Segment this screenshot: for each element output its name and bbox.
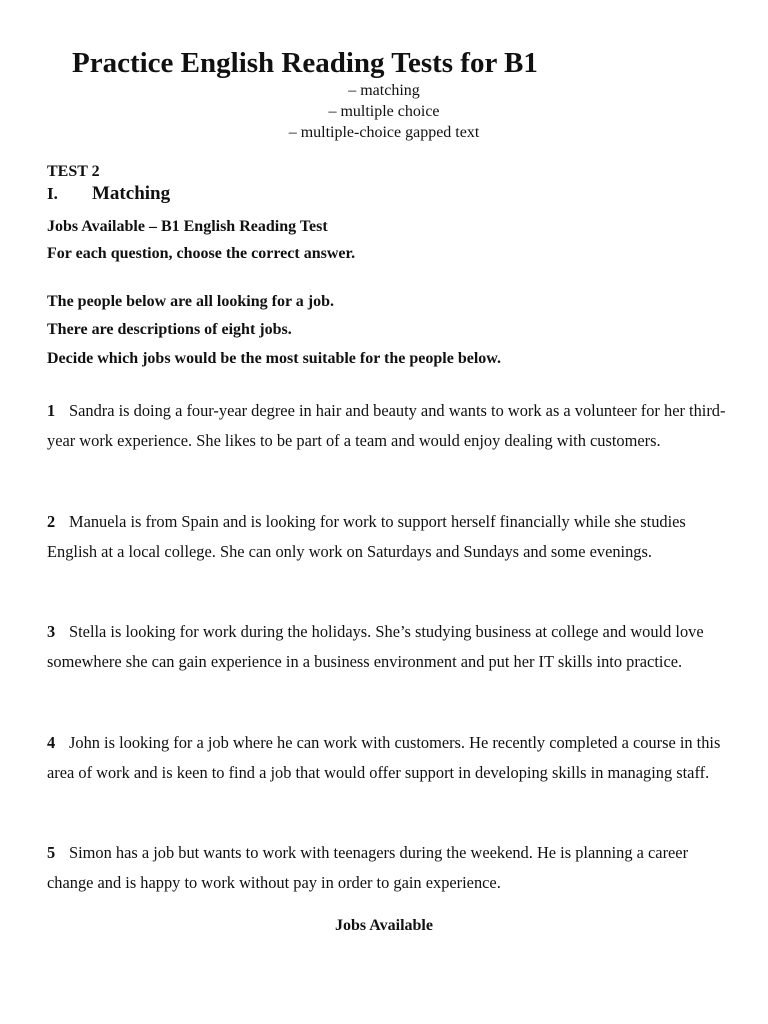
test-label: TEST 2 xyxy=(47,163,100,180)
subtitle-gapped-text: – multiple-choice gapped text xyxy=(288,124,480,141)
question-text: Simon has a job but wants to work with teenagers during the weekend. He is planning a career change and is happy to work without pay in order to gain experience. xyxy=(47,843,689,892)
jobs-available-heading: Jobs Available xyxy=(335,917,433,934)
question-text: John is looking for a job where he can work with customers. He recently completed a course in this area of work and is keen to find a job that would offer support in developing skills in managing staff. xyxy=(47,733,721,782)
question-number: 1 xyxy=(47,401,56,420)
question-5 xyxy=(47,838,737,897)
question-2 xyxy=(47,507,737,566)
page-title: Practice English Reading Tests for B1 xyxy=(72,47,538,79)
subtitle-multiple-choice: – multiple choice xyxy=(328,103,440,120)
section-number: I. xyxy=(47,184,58,203)
intro-line: Decide which jobs would be the most suitable for the people below. xyxy=(47,350,501,367)
question-number: 5 xyxy=(47,843,56,862)
section-title: Matching xyxy=(92,183,171,204)
reading-test-heading: Jobs Available – B1 English Reading Test xyxy=(47,218,328,235)
instruction: For each question, choose the correct answer. xyxy=(47,245,356,262)
question-text: Stella is looking for work during the holidays. She’s studying business at college and would love somewhere she can gain experience in a business environment and put her IT skills into practice. xyxy=(47,622,704,671)
question-4 xyxy=(47,728,737,787)
question-text: Sandra is doing a four-year degree in hair and beauty and wants to work as a volunteer for her third-year work experience. She likes to be part of a team and would enjoy dealing with customers. xyxy=(47,401,726,450)
question-number: 4 xyxy=(47,733,56,752)
question-number: 3 xyxy=(47,622,56,641)
subtitle-matching: – matching xyxy=(348,82,420,99)
question-3 xyxy=(47,617,737,676)
intro-line: There are descriptions of eight jobs. xyxy=(47,321,292,338)
question-number: 2 xyxy=(47,512,56,531)
question-text: Manuela is from Spain and is looking for work to support herself financially while she studies English at a local college. She can only work on Saturdays and Sundays and some evenings. xyxy=(47,512,686,561)
question-1 xyxy=(47,396,737,455)
intro-line: The people below are all looking for a job. xyxy=(47,293,334,310)
